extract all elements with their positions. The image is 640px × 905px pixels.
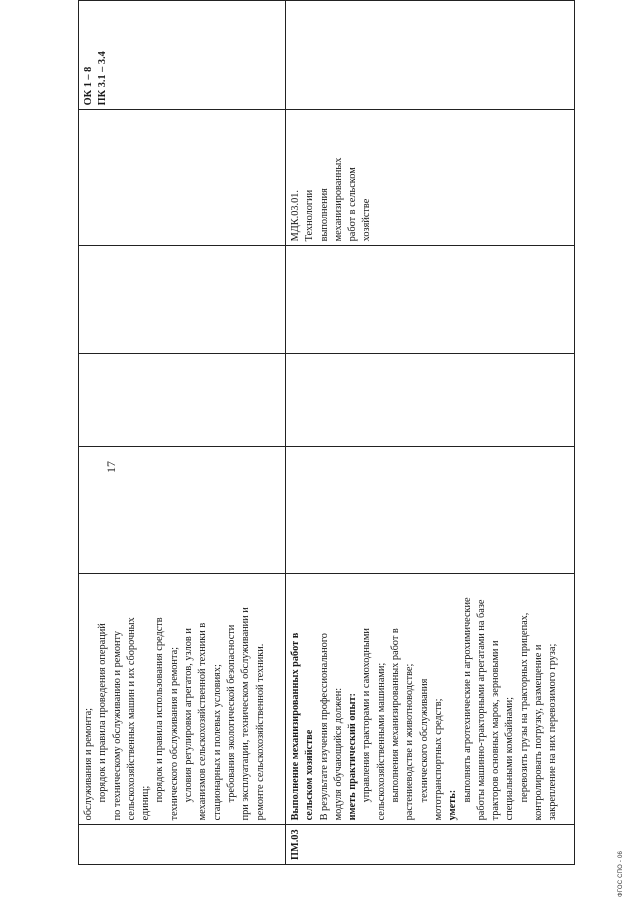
description-line: условия регулировки агрегатов, узлов и xyxy=(183,628,195,803)
description-line: сельскохозяйственных машин и их сборочных xyxy=(125,617,137,821)
module-code-cell: ПМ.03 xyxy=(286,825,575,865)
empty-cell xyxy=(286,447,575,574)
description-line: контролировать погрузку, размещение и xyxy=(533,644,545,821)
description-line: Выполнение механизированных работ в xyxy=(290,632,301,821)
description-text xyxy=(289,578,561,820)
description-line: управления тракторами и самоходными xyxy=(361,628,373,803)
description-line: растениеводстве и животноводстве; xyxy=(404,663,416,821)
mdk-cell xyxy=(286,110,575,246)
mdk-line: механизированных xyxy=(332,157,344,242)
description-line: иметь практический опыт: xyxy=(347,693,359,821)
description-line: закрепление на них перевозимого груза; xyxy=(547,643,559,821)
curriculum-table xyxy=(78,0,575,865)
competency-ok: ОК 1 – 8 xyxy=(83,66,94,106)
description-line: ремонте сельскохозяйственной техники. xyxy=(254,643,266,821)
empty-cell xyxy=(286,354,575,447)
description-line: механизмов сельскохозяйственной техники в xyxy=(197,622,209,821)
description-line: технического обслуживания xyxy=(418,678,430,803)
description-line: порядок и правила использования средств xyxy=(154,617,166,803)
description-line: сельскохозяйственными машинами; xyxy=(375,662,387,821)
description-line: требования экологической безопасности xyxy=(225,624,237,803)
description-line: тракторов основных марок, зерновыми и xyxy=(490,640,502,821)
description-line: порядок и правила проведения операций xyxy=(97,623,109,803)
footer-label: ФГОС СПО - 06 xyxy=(618,850,624,897)
description-line: единиц; xyxy=(140,785,152,821)
mdk-line: Технологии xyxy=(304,189,316,242)
description-line: В результате изучения профессионального xyxy=(318,633,330,821)
description-line: при эксплуатации, техническом обслуживании и xyxy=(240,607,252,821)
mdk-line: работ в сельском xyxy=(347,167,359,242)
description-line: работы машинно-тракторными агрегатами на базе xyxy=(475,599,487,821)
description-line: выполнения механизированных работ в xyxy=(390,628,402,803)
empty-cell xyxy=(79,354,286,447)
description-line: мототранспортных средств; xyxy=(432,698,444,821)
competencies-cell xyxy=(286,1,575,110)
description-line: обслуживания и ремонта; xyxy=(83,707,94,821)
description-cell xyxy=(79,574,286,825)
module-code-cell xyxy=(79,825,286,865)
description-line: технического обслуживания и ремонта; xyxy=(168,646,180,821)
description-line: модуля обучающийся должен: xyxy=(332,687,344,821)
description-line: выполнять агротехнические и агрохимические xyxy=(461,597,473,803)
table-row xyxy=(79,1,286,865)
empty-cell xyxy=(286,246,575,354)
description-cell xyxy=(286,574,575,825)
competency-pk: ПК 3.1 – 3.4 xyxy=(97,51,109,106)
description-text xyxy=(82,578,268,820)
competencies-cell xyxy=(79,1,286,110)
mdk-line: выполнения xyxy=(318,188,330,242)
mdk-line: хозяйстве xyxy=(361,198,373,242)
empty-cell xyxy=(79,447,286,574)
table-row xyxy=(286,1,575,865)
description-line: по техническому обслуживанию и ремонту xyxy=(111,630,123,821)
description-line: уметь: xyxy=(447,789,459,821)
mdk-line: МДК.03.01. xyxy=(290,190,301,242)
description-line: специальными комбайнами; xyxy=(504,696,516,821)
description-line: сельском хозяйстве xyxy=(304,729,316,821)
description-line: перевозить грузы на тракторных прицепах, xyxy=(518,612,530,803)
description-line: стационарных и полевых условиях; xyxy=(211,664,223,821)
empty-cell xyxy=(79,246,286,354)
mdk-cell xyxy=(79,110,286,246)
page-number: 17 xyxy=(104,461,118,473)
